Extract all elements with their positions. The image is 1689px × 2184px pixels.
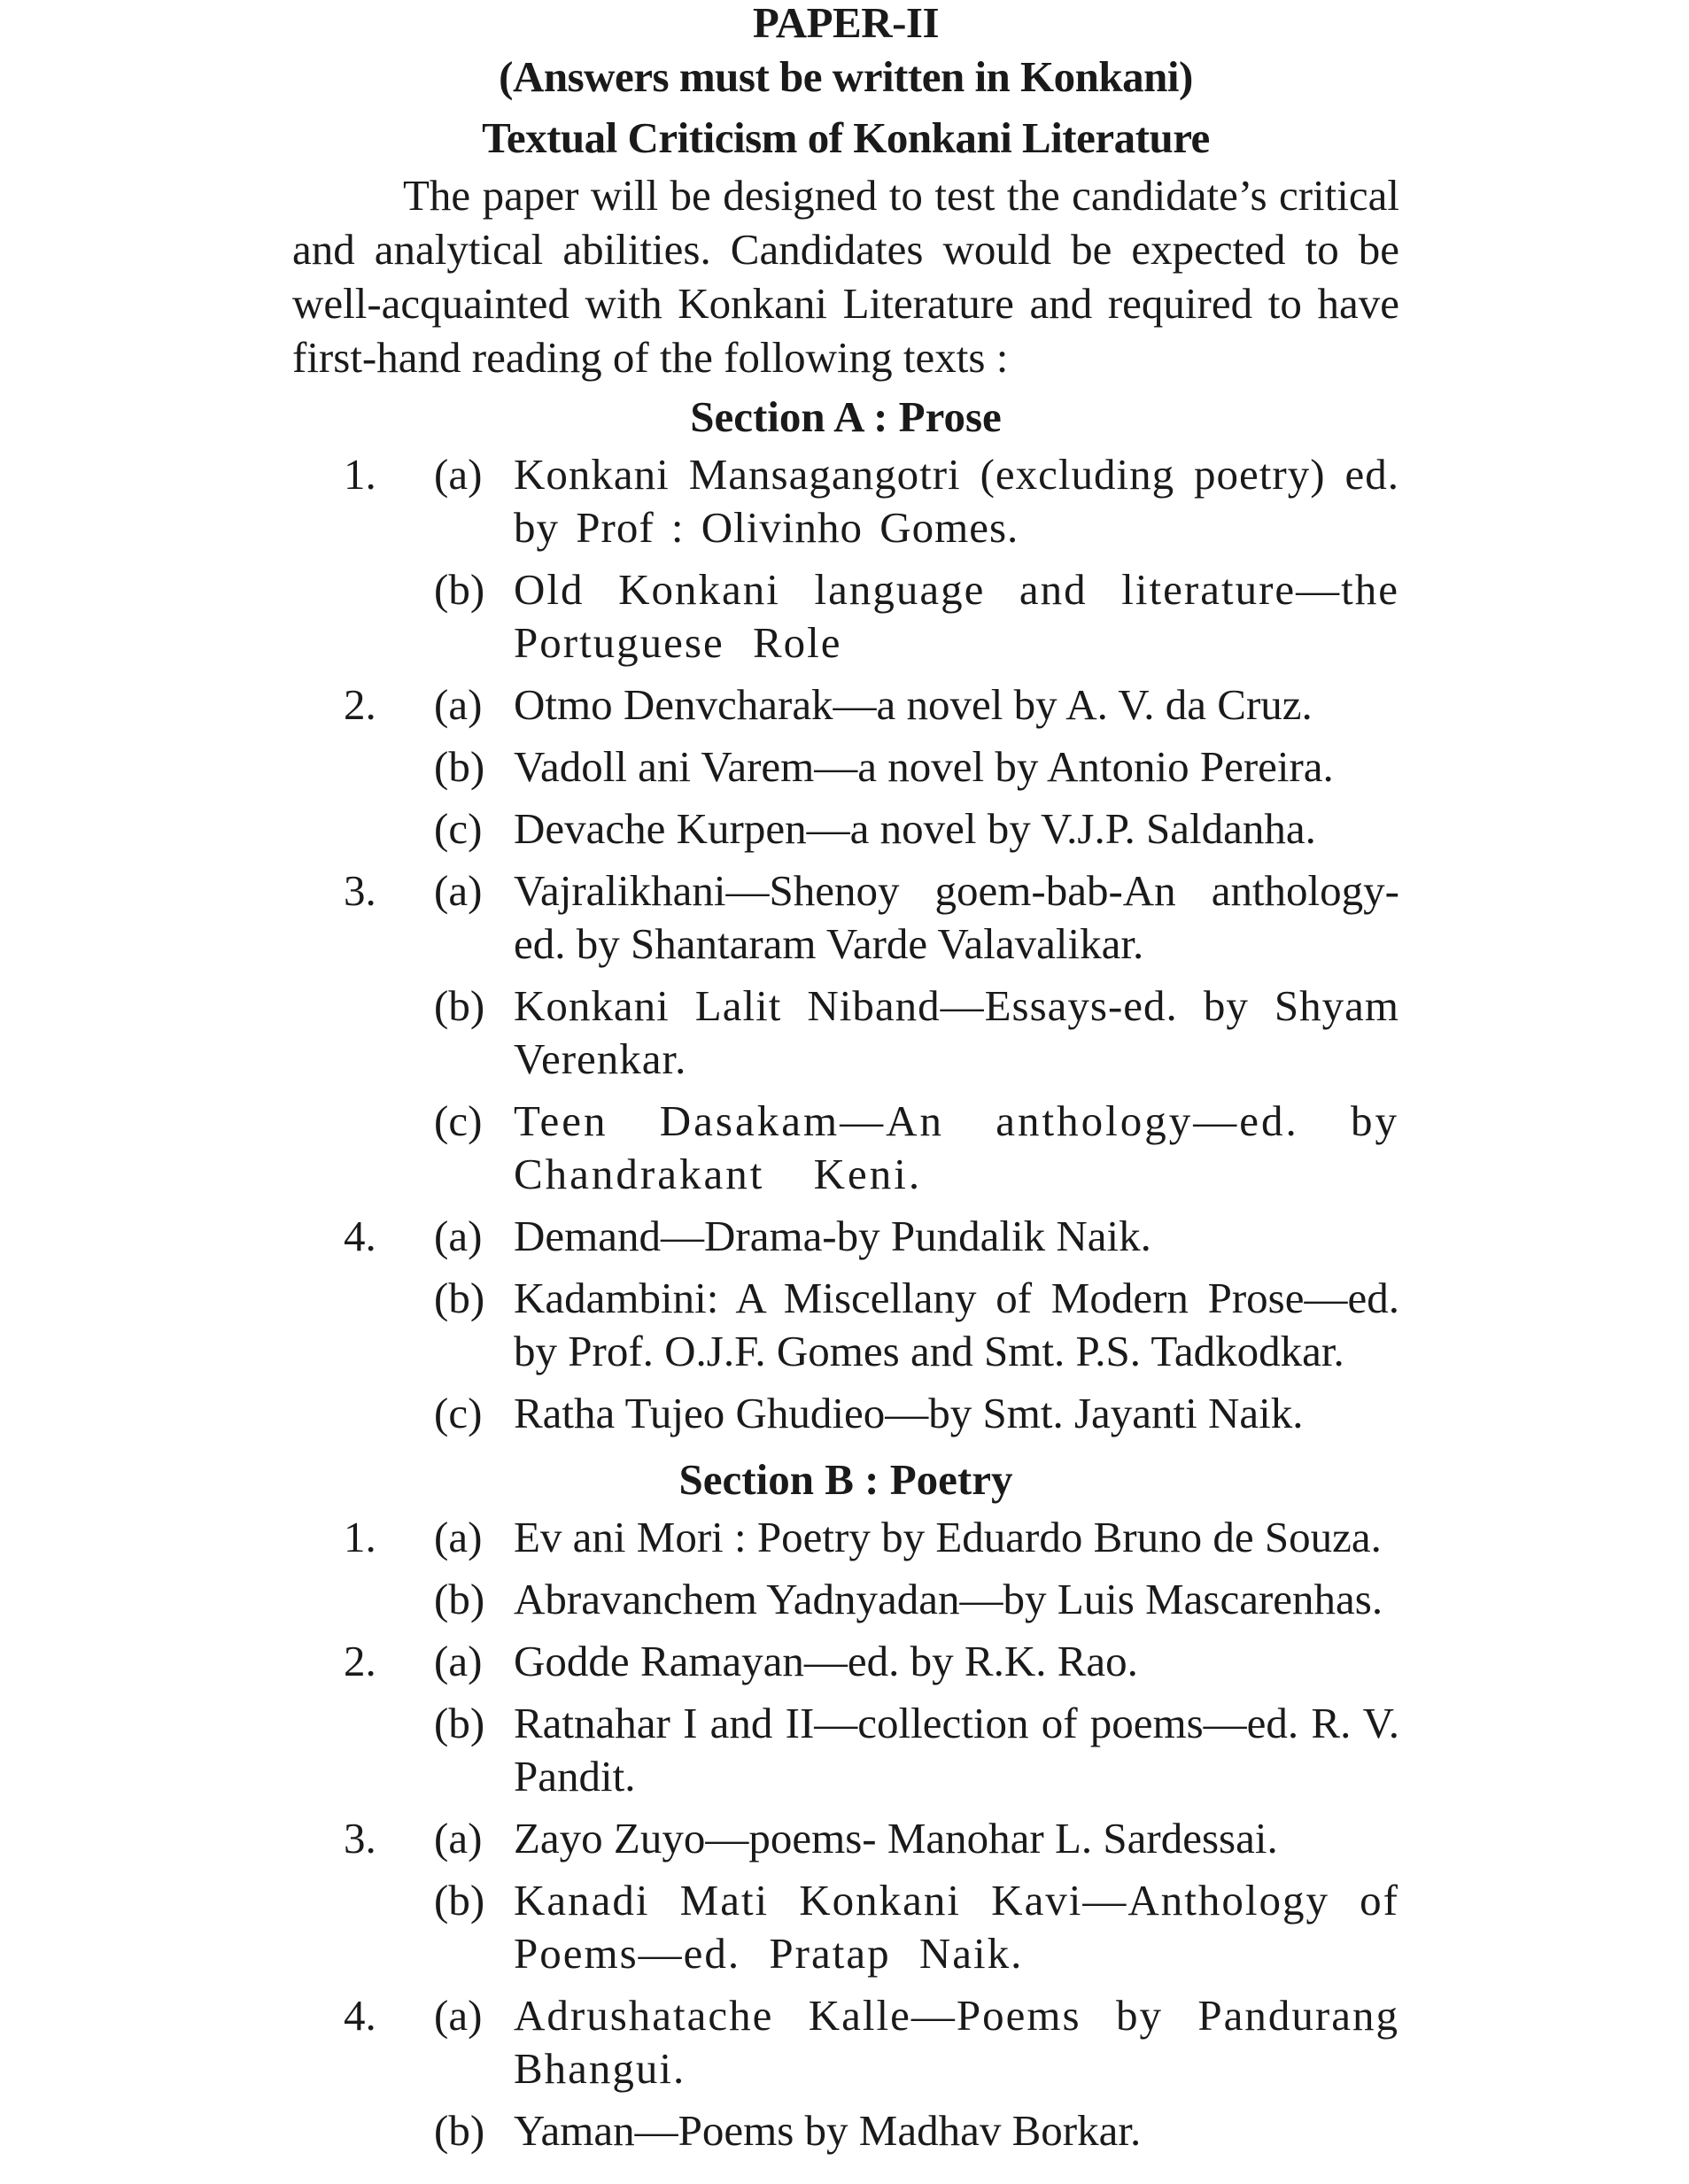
paper-title: PAPER-II bbox=[752, 0, 940, 47]
list-item: 1. (a) Konkani Mansagangotri (excluding poetry) ed. by Prof : Olivinho Gomes. bbox=[344, 450, 1399, 552]
list-item: 2. (a) Otmo Denvcharak—a novel by A. V. da Cruz. bbox=[344, 680, 1313, 729]
list-item: 4. (a) Adrushatache Kalle—Poems by Pandurang Bhangui. bbox=[344, 1991, 1399, 2093]
list-item: (b) Kanadi Mati Konkani Kavi—Anthology of Poems—ed. Pratap Naik. bbox=[434, 1876, 1399, 1978]
list-item: (b) Kadambini: A Miscellany of Modern Prose—ed. by Prof. O.J.F. Gomes and Smt. P.S. Tadkodkar. bbox=[434, 1274, 1399, 1375]
list-item: (b) Abravanchem Yadnyadan—by Luis Mascarenhas. bbox=[434, 1575, 1383, 1623]
list-item: (c) Devache Kurpen—a novel by V.J.P. Saldanha. bbox=[434, 804, 1316, 853]
paper-subject: Textual Criticism of Konkani Literature bbox=[482, 113, 1210, 162]
document-page bbox=[292, 0, 1399, 2166]
section-a-list bbox=[292, 448, 1399, 1440]
list-item: 3. (a) Zayo Zuyo—poems- Manohar L. Sardessai. bbox=[344, 1814, 1278, 1863]
list-item: (b) Yaman—Poems by Madhav Borkar. bbox=[434, 2106, 1142, 2155]
list-item: 1. (a) Ev ani Mori : Poetry by Eduardo Bruno de Souza. bbox=[344, 1513, 1382, 1561]
list-item: 4. (a) Demand—Drama-by Pundalik Naik. bbox=[344, 1212, 1151, 1260]
list-item: (b) Ratnahar I and II—collection of poems—ed. R. V. Pandit. bbox=[434, 1699, 1399, 1801]
section-b-heading: Section B : Poetry bbox=[678, 1455, 1013, 1504]
list-item: (b) Old Konkani language and literature—the Portuguese Role bbox=[434, 565, 1399, 667]
list-item: (c) Teen Dasakam—An anthology—ed. by Chandrakant Keni. bbox=[434, 1096, 1399, 1198]
list-item: (b) Vadoll ani Varem—a novel by Antonio Pereira. bbox=[434, 742, 1334, 791]
list-item: 2. (a) Godde Ramayan—ed. by R.K. Rao. bbox=[344, 1637, 1138, 1685]
list-item: (b) Konkani Lalit Niband—Essays-ed. by Shyam Verenkar. bbox=[434, 981, 1399, 1083]
list-item: 3. (a) Vajralikhani—Shenoy goem-bab-An anthology-ed. by Shantaram Varde Valavalikar. bbox=[344, 866, 1399, 968]
section-b-list bbox=[292, 1511, 1399, 2157]
intro-paragraph: The paper will be designed to test the candidate’s critical and analytical abilities. Candidates would be expected to be well-acquainted with Konkani Literature and required to have first-hand reading of the following texts : bbox=[292, 171, 1399, 382]
list-item: (c) Ratha Tujeo Ghudieo—by Smt. Jayanti Naik. bbox=[434, 1389, 1304, 1437]
answer-language-instruction: (Answers must be written in Konkani) bbox=[499, 52, 1193, 101]
section-a-heading: Section A : Prose bbox=[690, 392, 1002, 441]
